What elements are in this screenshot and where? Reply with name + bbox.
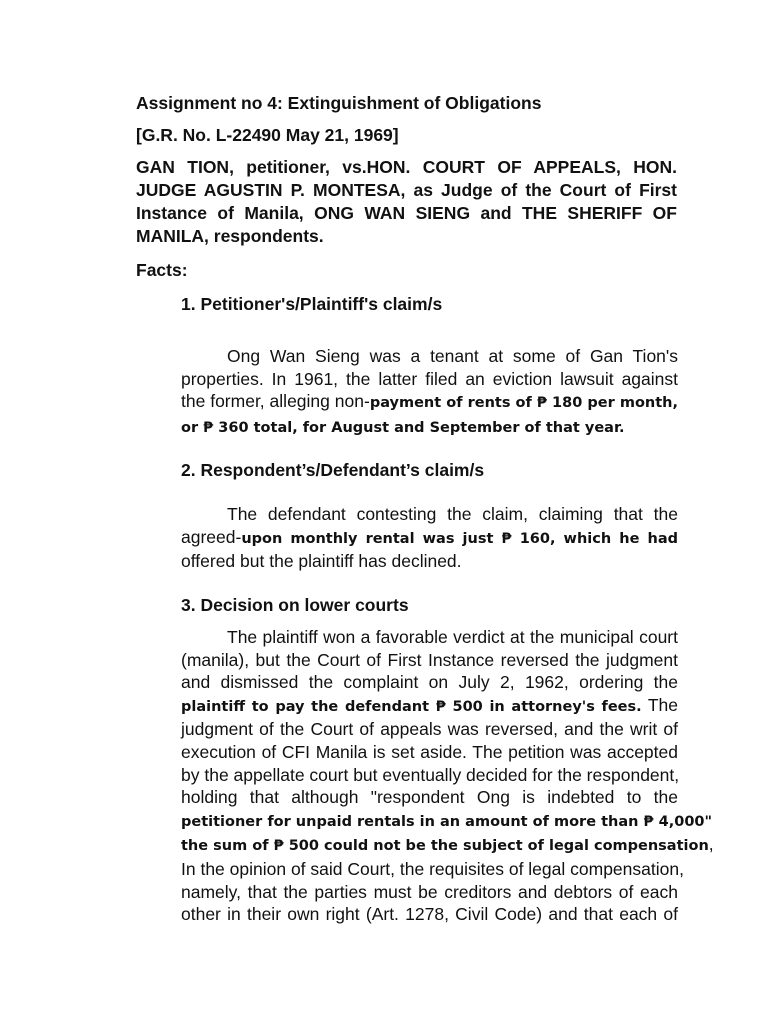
body-line: and dismissed the complaint on July 2, 1962, ordering the — [181, 672, 678, 693]
parties-line: JUDGE AGUSTIN P. MONTESA, as Judge of the Court of First — [136, 180, 677, 200]
body-line: agreed-upon monthly rental was just ₱ 160, which he had — [181, 526, 678, 547]
body-line: execution of CFI Manila is set aside. The petition was accepted — [181, 741, 678, 762]
section-body — [181, 626, 714, 926]
body-line: offered but the plaintiff has declined. — [181, 551, 462, 572]
body-line: holding that although "respondent Ong is indebted to the — [181, 787, 678, 808]
body-line: other in their own right (Art. 1278, Civil Code) and that each of — [181, 904, 678, 925]
facts-label: Facts: — [136, 260, 188, 280]
assignment-title: Assignment no 4: Extinguishment of Obligations — [136, 93, 542, 113]
section-body — [181, 503, 678, 573]
section-heading: 1. Petitioner's/Plaintiff's claim/s — [181, 294, 443, 314]
section-body — [181, 345, 678, 439]
case-number: [G.R. No. L-22490 May 21, 1969] — [136, 125, 399, 145]
body-line: judgment of the Court of appeals was reversed, and the writ of — [181, 719, 678, 740]
body-line: petitioner for unpaid rentals in an amount of more than ₱ 4,000" — [181, 813, 713, 830]
body-line: namely, that the parties must be creditors and debtors of each — [181, 881, 678, 902]
body-line: the sum of ₱ 500 could not be the subject of legal compensation, — [181, 834, 714, 855]
parties-line: MANILA, respondents. — [136, 226, 324, 246]
section-heading: 2. Respondent’s/Defendant’s claim/s — [181, 460, 485, 480]
body-line: by the appellate court but eventually decided for the respondent, — [181, 764, 680, 785]
body-line: In the opinion of said Court, the requisites of legal compensation, — [181, 858, 684, 879]
parties-line: GAN TION, petitioner, vs.HON. COURT OF APPEALS, HON. — [136, 157, 677, 177]
parties-line: Instance of Manila, ONG WAN SIENG and THE SHERIFF OF — [136, 203, 677, 223]
section-heading: 3. Decision on lower courts — [181, 595, 409, 615]
body-line: The defendant contesting the claim, claiming that the — [227, 504, 678, 524]
body-line: properties. In 1961, the latter filed an eviction lawsuit against — [181, 368, 678, 389]
body-line: Ong Wan Sieng was a tenant at some of Gan Tion's — [227, 346, 678, 366]
body-line: (manila), but the Court of First Instance reversed the judgment — [181, 649, 678, 670]
body-line: The plaintiff won a favorable verdict at the municipal court — [227, 627, 678, 647]
body-line: plaintiff to pay the defendant ₱ 500 in attorney's fees. The — [181, 694, 678, 715]
body-line: the former, alleging non-payment of rents of ₱ 180 per month, — [181, 391, 678, 412]
body-line: or ₱ 360 total, for August and September of that year. — [181, 419, 625, 436]
